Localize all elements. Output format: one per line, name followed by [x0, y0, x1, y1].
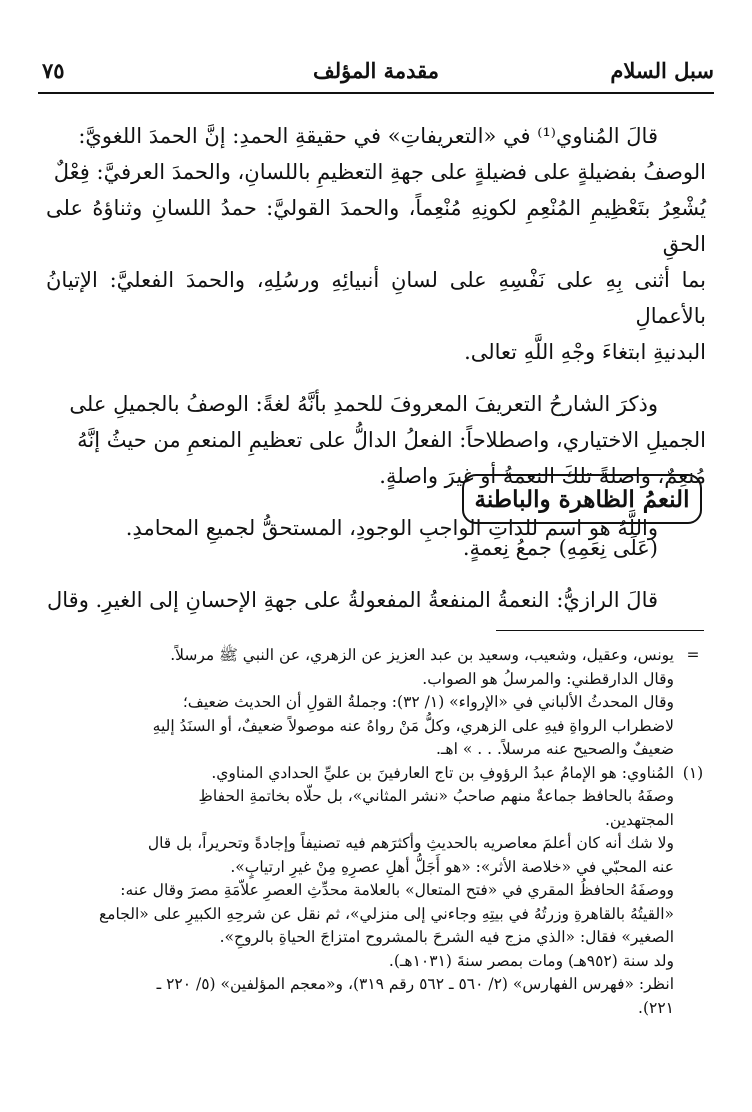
footnote-line: ولا شك أنه كان أعلمَ معاصريه بالحديثِ وأكثرَهم فيه تصنيفاً وإجادةً وتحريراً، بل قال	[147, 834, 674, 852]
main-text-continued	[46, 530, 706, 618]
footnote-line: ٢٢١).	[638, 998, 674, 1017]
footnote-marker: (١)	[682, 763, 704, 782]
footnote-marker: =	[686, 646, 700, 664]
book-title: سبل السلام	[610, 58, 714, 83]
text-line: الوصفُ بفضيلةٍ على فضيلةٍ على جهةِ التعظيمِ باللسانِ، والحمدَ العرفيَّ: فِعْلٌ	[53, 160, 706, 184]
footnote-line: ووصفَهُ الحافظُ المقري في «فتح المتعال» بالعلامة محدِّثِ العصرِ علاّمَةِ مصرَ وقال عنه:	[120, 881, 674, 899]
text-line: مُنعِمٌ، واصلةً تلكَ النعمةُ أو غيرَ واصلةٍ.	[379, 464, 706, 488]
footnote-line: ولد سنة (٩٥٢هـ) ومات بمصر سنةَ (١٠٣١هـ).	[388, 951, 674, 970]
footnote-line: المجتهدين.	[605, 810, 674, 829]
text-line: بما أثنى بِهِ على نَفْسِهِ على لسانِ أنبيائِهِ ورسُلِهِ، والحمدَ الفعليَّ: الإتيانُ بالأعمالِ	[46, 268, 706, 328]
footnote-line: لاضطراب الرواةِ فيهِ على الزهري، وكلُّ مَنْ رواهُ عنه موصولاً ضعيفٌ، أو السنَدُ إليهِ	[152, 716, 674, 735]
footnote-line: وقال المحدثُ الألباني في «الإرواء» (١/ ٣٢): وجملةُ القولِ أن الحديث ضعيف؛	[182, 693, 674, 711]
text-line: البدنيةِ ابتغاءَ وجْهِ اللَّهِ تعالى.	[464, 340, 706, 364]
footnote-line: عنه المحبّي في «خلاصة الأثر»: «هو أَجَلُّ أهلِ عصرِهِ مِنْ غيرِ ارتيابٍ».	[230, 857, 674, 876]
footnote-body	[40, 762, 674, 1021]
text-line: يُشْعِرُ بتَعْظِيمِ المُنْعِمِ لكونِهِ مُنْعِماً، والحمدَ القوليَّ: حمدُ اللسانِ وثناؤهُ على الحقِ	[46, 196, 706, 256]
section-title: مقدمة المؤلف	[312, 58, 440, 83]
footnote-line: «القيتُهُ بالقاهرةِ وزرتُهُ في بيتِهِ وجاءني إلى منزلي»، ثم نقل عن شرحِهِ الكبيرِ على «الجامع	[98, 904, 674, 923]
text-line: واللَّهُ هو اسم للذاتِ الواجبِ الوجودِ، المستحقُّ لجميعِ المحامدِ.	[125, 516, 658, 540]
footnote-line: يونس، وعقيل، وشعيب، وسعيد بن عبد العزيز عن الزهري، عن النبي ﷺ مرسلاً.	[170, 646, 674, 664]
footnote-line: المُناوي: هو الإمامُ عبدُ الرؤوفِ بن تاج العارفينَ بن عليِّ الحدادي المناوي.	[211, 763, 674, 782]
footnote-line: وقال الدارقطني: والمرسلُ هو الصواب.	[422, 669, 674, 688]
footnote-line: انظر: «فهرس الفهارس» (٢/ ٥٦٠ ـ ٥٦٢ رقم ٣١٩)، و«معجم المؤلفين» (٥/ ٢٢٠ ـ	[156, 975, 674, 993]
section-heading: النعمُ الظاهرة والباطنة	[462, 474, 702, 524]
footnote-line: ضعيفٌ والصحيح عنه مرسلاً. . . » اهـ.	[435, 740, 674, 758]
footnote-body	[40, 644, 674, 762]
footnote-separator	[496, 630, 704, 631]
text-line: وذكرَ الشارحُ التعريفَ المعروفَ للحمدِ بأنَّهُ لغةً: الوصفُ بالجميلِ على	[69, 392, 658, 416]
footnote-1	[40, 762, 712, 1021]
text-line: قالَ المُناوي⁽¹⁾ في «التعريفاتِ» في حقيقةِ الحمدِ: إنَّ الحمدَ اللغويَّ:	[78, 124, 658, 148]
footnote-line: الصغير» فقال: «الذي مزج فيه الشرحَ بالمشروح امتزاجَ الحياةِ بالروحِ».	[219, 928, 674, 946]
text-line: قالَ الرازيُّ: النعمةُ المنفعةُ المفعولةُ على جهةِ الإحسانِ إلى الغيرِ. وقال	[47, 588, 658, 612]
page-number: ٧٥	[42, 58, 65, 83]
footnote-continued	[40, 644, 712, 762]
text-line: (عَلَى نِعَمِهِ) جمعُ نِعمةٍ.	[462, 536, 658, 560]
footnote-line: وصفَهُ بالحافظ جماعةٌ منهم صاحبُ «نشر المثاني»، بل حلّاه بخاتمةِ الحفاظِ	[198, 787, 674, 805]
running-header	[38, 52, 714, 94]
footnotes	[40, 644, 712, 1020]
text-line: الجميلِ الاختياري، واصطلاحاً: الفعلُ الدالُّ على تعظيمِ المنعمِ من حيثُ إنَّهُ	[77, 428, 706, 452]
